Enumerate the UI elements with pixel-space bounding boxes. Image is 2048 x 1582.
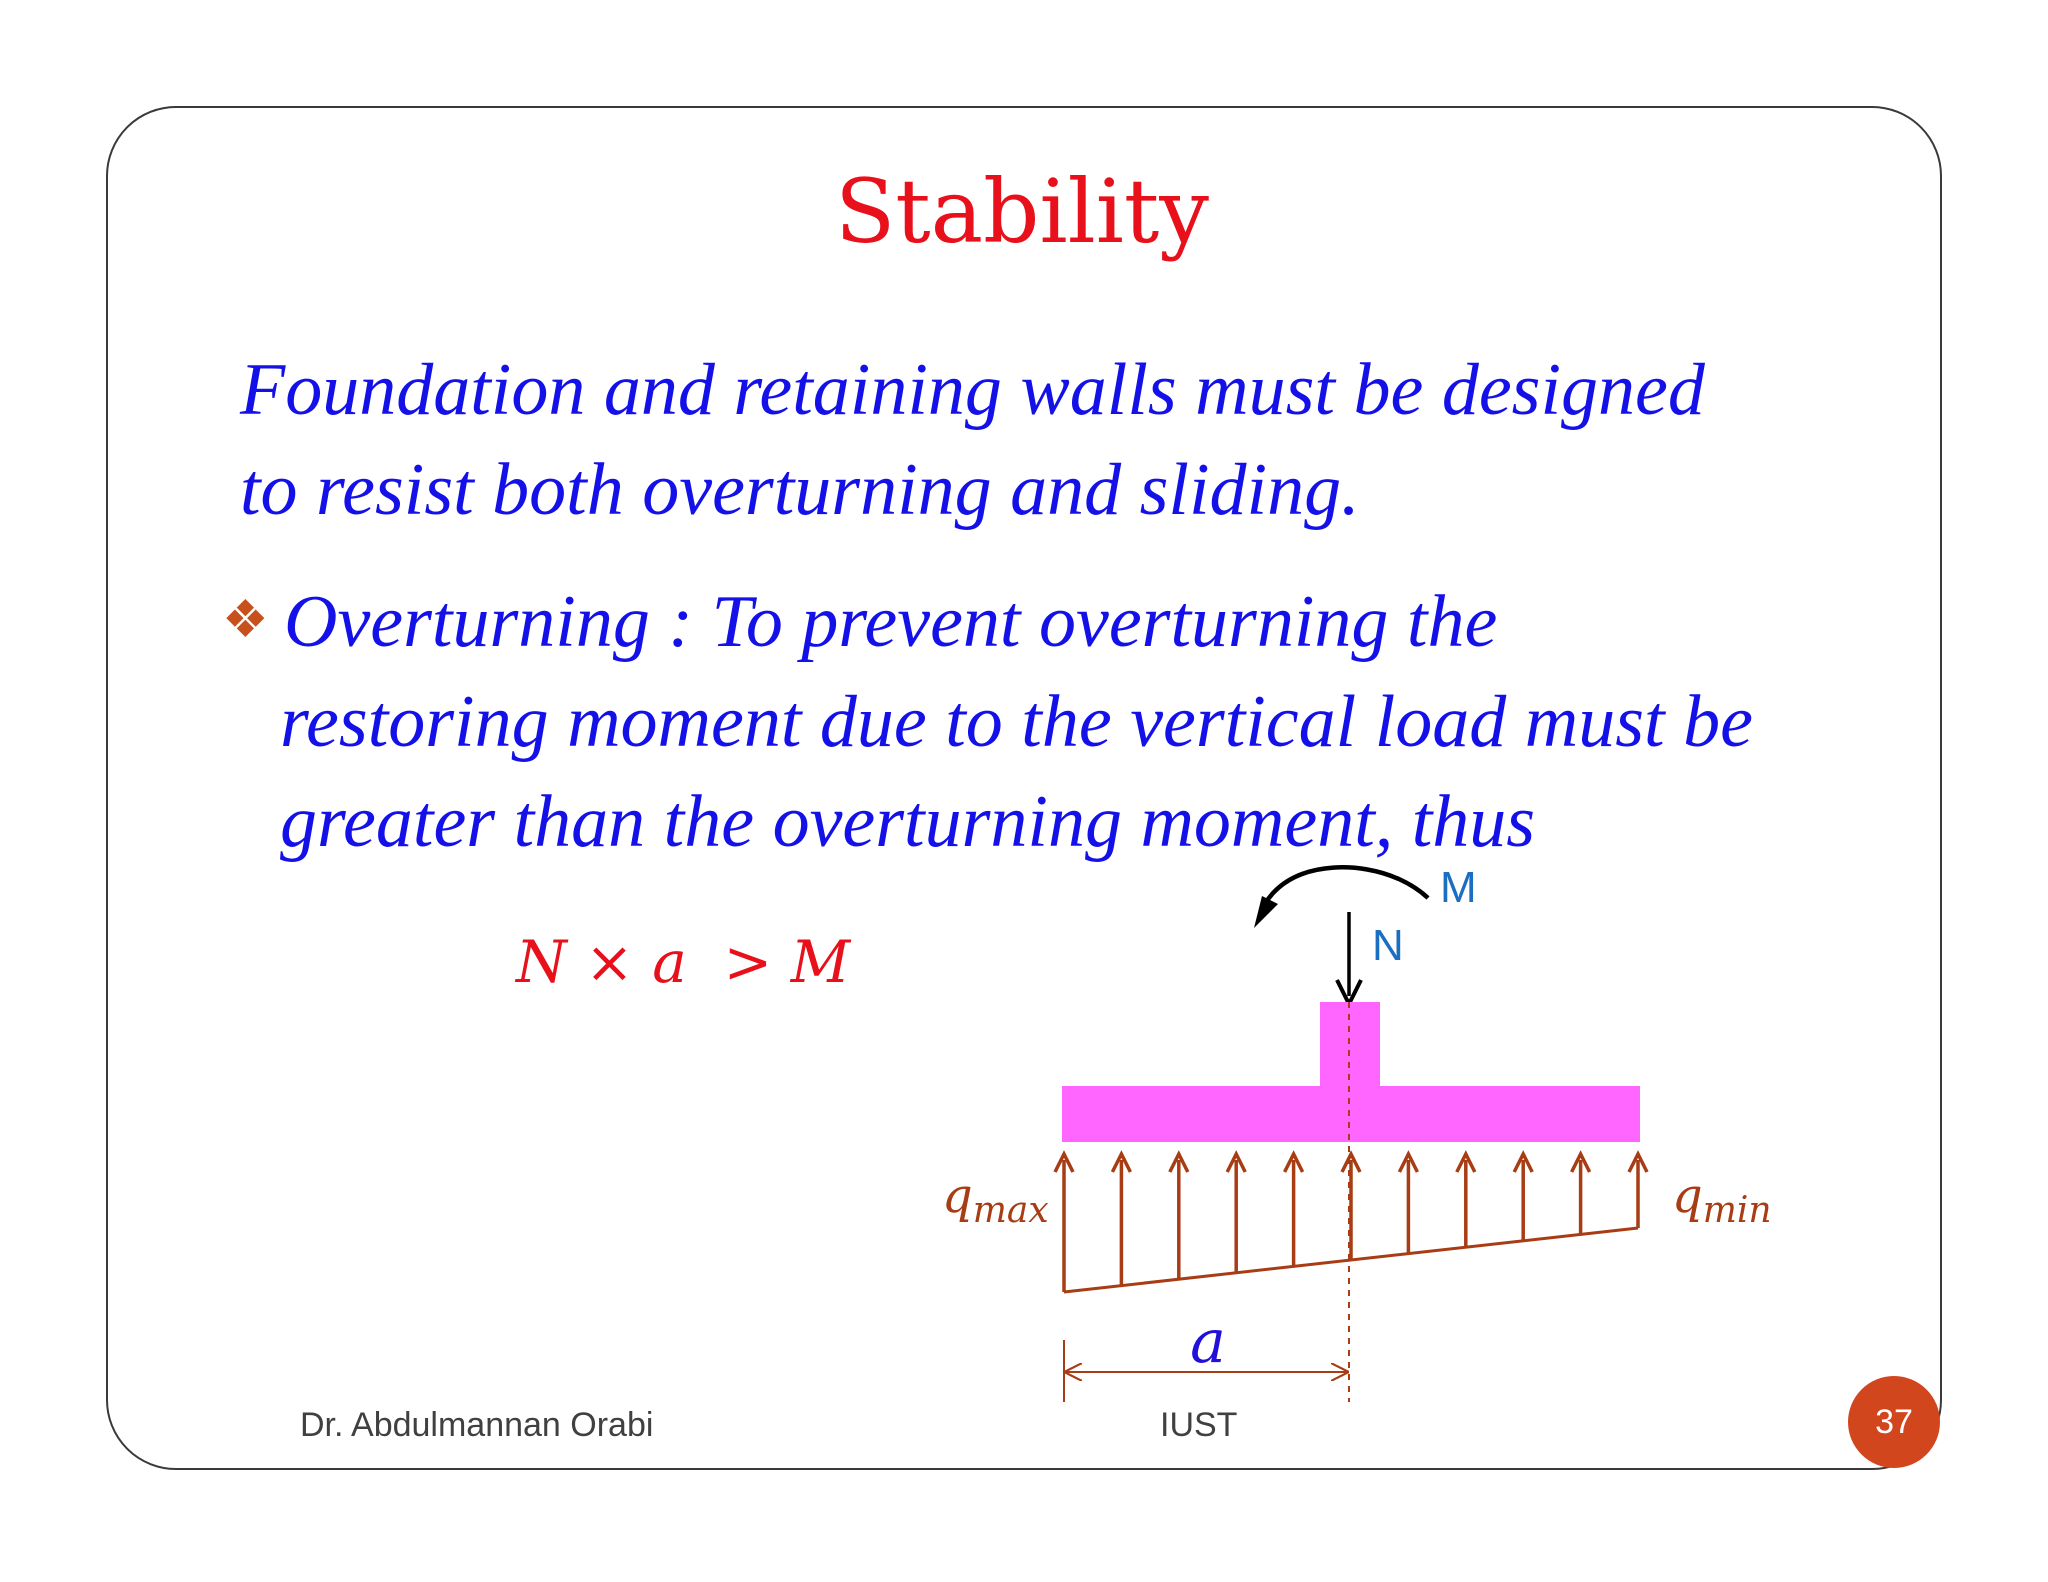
bullet-line: greater than the overturning moment, thus bbox=[280, 781, 1536, 863]
bullet-line: restoring moment due to the vertical load must be bbox=[280, 681, 1753, 763]
moment-arc bbox=[1266, 867, 1428, 902]
moment-label: M bbox=[1440, 863, 1477, 912]
bullet-diamond-icon: ❖ bbox=[222, 592, 269, 650]
footer-author: Dr. Abdulmannan Orabi bbox=[300, 1406, 654, 1444]
load-label: N bbox=[1372, 921, 1404, 970]
q-max-label: $q_{max}$ bbox=[942, 1168, 1049, 1231]
footer-institution: IUST bbox=[1160, 1406, 1238, 1444]
page-number-badge: 37 bbox=[1848, 1376, 1940, 1468]
intro-line: to resist both overturning and sliding. bbox=[240, 449, 1360, 531]
q-min-label: $q_{min}$ bbox=[1672, 1168, 1772, 1231]
moment-arrowhead bbox=[1254, 896, 1278, 928]
intro-line: Foundation and retaining walls must be designed bbox=[240, 349, 1705, 431]
footing-shape bbox=[1062, 1002, 1640, 1142]
bullet-line: Overturning : To prevent overturning the bbox=[284, 581, 1498, 663]
distance-label: a bbox=[1190, 1307, 1226, 1377]
pressure-distribution bbox=[1055, 1154, 1647, 1292]
slide-title: Stability bbox=[835, 160, 1209, 263]
formula: N × a > M bbox=[516, 928, 851, 996]
